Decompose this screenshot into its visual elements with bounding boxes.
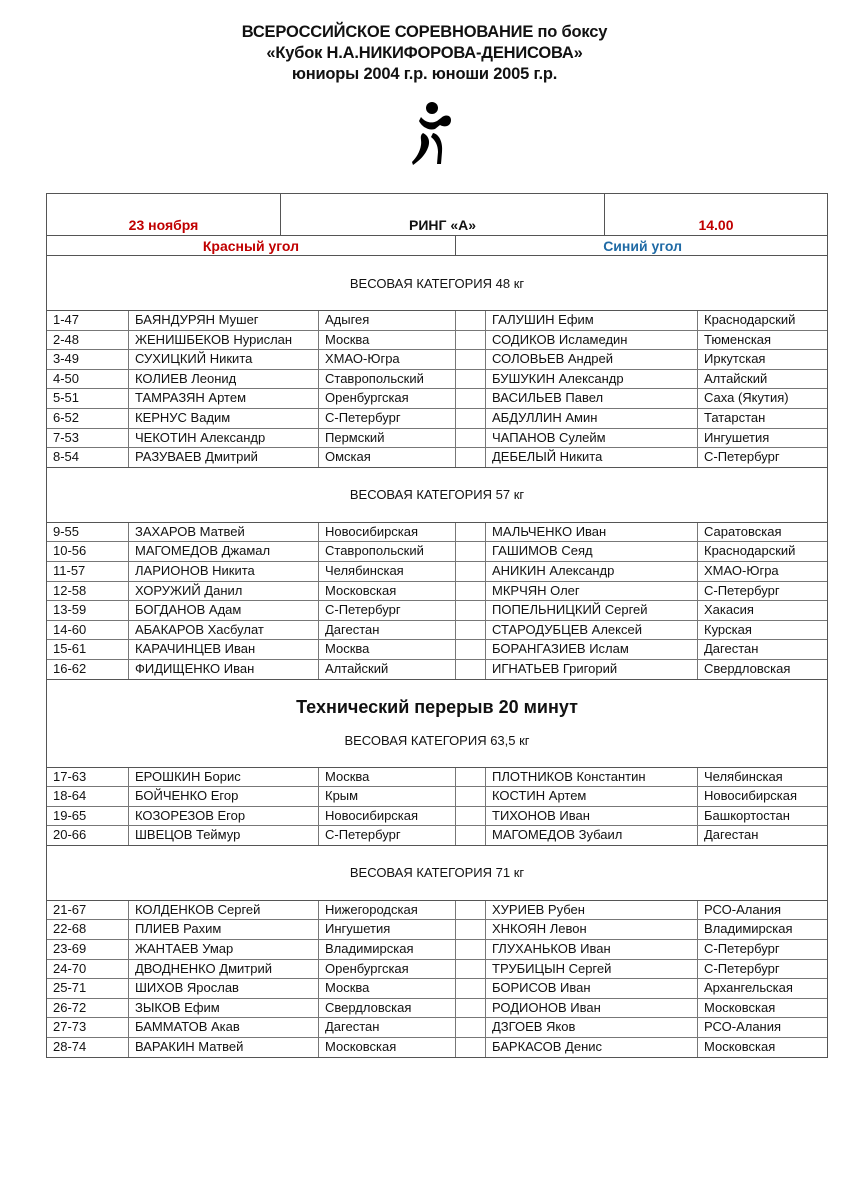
red-boxer-name: АБАКАРОВ Хасбулат xyxy=(129,621,319,640)
bout-result-cell xyxy=(456,960,486,979)
bout-number: 10-56 xyxy=(47,542,129,561)
bout-number: 20-66 xyxy=(47,826,129,845)
blue-boxer-name: ПЛОТНИКОВ Константин xyxy=(486,768,698,787)
bout-number: 9-55 xyxy=(47,523,129,542)
bout-number: 2-48 xyxy=(47,331,129,350)
bout-result-cell xyxy=(456,640,486,659)
bout-group xyxy=(47,901,827,1057)
blue-boxer-region: Челябинская xyxy=(704,768,783,784)
bout-row xyxy=(47,640,827,660)
blue-boxer-name: СОДИКОВ Исламедин xyxy=(486,331,698,350)
red-boxer-name: ВАРАКИН Матвей xyxy=(129,1038,319,1057)
bout-row xyxy=(47,311,827,331)
bout-number: 3-49 xyxy=(47,350,129,369)
bout-row xyxy=(47,389,827,409)
red-boxer-region: С-Петербург xyxy=(319,409,456,428)
red-boxer-name: МАГОМЕДОВ Джамал xyxy=(129,542,319,561)
red-boxer-region: Москва xyxy=(319,640,456,659)
bout-number: 19-65 xyxy=(47,807,129,826)
bout-row xyxy=(47,787,827,807)
red-boxer-name: ЕРОШКИН Борис xyxy=(129,768,319,787)
blue-boxer-name: ГЛУХАНЬКОВ Иван xyxy=(486,940,698,959)
red-boxer-name: БОГДАНОВ Адам xyxy=(129,601,319,620)
red-boxer-name: ТАМРАЗЯН Артем xyxy=(129,389,319,408)
bout-result-cell xyxy=(456,331,486,350)
bout-row xyxy=(47,523,827,543)
bout-row xyxy=(47,1038,827,1057)
blue-boxer-name: БОРИСОВ Иван xyxy=(486,979,698,998)
red-boxer-name: ХОРУЖИЙ Данил xyxy=(129,582,319,601)
red-boxer-name: ШИХОВ Ярослав xyxy=(129,979,319,998)
bout-number: 26-72 xyxy=(47,999,129,1018)
red-boxer-region: Москва xyxy=(319,979,456,998)
red-boxer-region: Дагестан xyxy=(319,621,456,640)
red-boxer-region: Свердловская xyxy=(319,999,456,1018)
blue-boxer-name: БУШУКИН Александр xyxy=(486,370,698,389)
red-boxer-region: Оренбургская xyxy=(319,389,456,408)
bout-row xyxy=(47,960,827,980)
red-boxer-region: Московская xyxy=(319,1038,456,1057)
blue-boxer-region: Иркутская xyxy=(704,351,766,367)
red-boxer-name: ЖАНТАЕВ Умар xyxy=(129,940,319,959)
bout-result-cell xyxy=(456,901,486,920)
bout-result-cell xyxy=(456,1018,486,1037)
bout-row xyxy=(47,542,827,562)
bout-result-cell xyxy=(456,920,486,939)
bout-group xyxy=(47,523,827,680)
red-boxer-name: СУХИЦКИЙ Никита xyxy=(129,350,319,369)
bout-row xyxy=(47,429,827,449)
bout-number: 8-54 xyxy=(47,448,129,467)
bout-row xyxy=(47,826,827,845)
bout-number: 24-70 xyxy=(47,960,129,979)
blue-boxer-name: ИГНАТЬЕВ Григорий xyxy=(486,660,698,679)
blue-boxer-name: КОСТИН Артем xyxy=(486,787,698,806)
blue-boxer-region: Дагестан xyxy=(704,641,759,657)
title-line-cup: «Кубок Н.А.НИКИФОРОВА-ДЕНИСОВА» xyxy=(266,44,583,62)
ring-label: РИНГ «А» xyxy=(281,194,605,235)
red-boxer-region: ХМАО-Югра xyxy=(319,350,456,369)
blue-boxer-region: Московская xyxy=(704,1039,776,1055)
bout-result-cell xyxy=(456,409,486,428)
bout-number: 16-62 xyxy=(47,660,129,679)
bout-result-cell xyxy=(456,979,486,998)
red-boxer-region: Челябинская xyxy=(319,562,456,581)
red-boxer-name: БАЯНДУРЯН Мушег xyxy=(129,311,319,330)
red-boxer-name: ЧЕКОТИН Александр xyxy=(129,429,319,448)
bout-row xyxy=(47,350,827,370)
blue-boxer-region: Алтайский xyxy=(704,370,768,386)
bout-result-cell xyxy=(456,826,486,845)
document-title xyxy=(0,22,849,85)
blue-boxer-region: Краснодарский xyxy=(704,312,796,327)
blue-boxer-region: Башкортостан xyxy=(704,807,790,823)
blue-boxer-name: МКРЧЯН Олег xyxy=(486,582,698,601)
technical-break-title: Технический перерыв 20 минут xyxy=(296,696,578,717)
blue-boxer-region: ХМАО-Югра xyxy=(704,562,779,578)
blue-boxer-name: МАГОМЕДОВ Зубаил xyxy=(486,826,698,845)
bout-result-cell xyxy=(456,562,486,581)
red-boxer-region: Ингушетия xyxy=(319,920,456,939)
red-boxer-region: Дагестан xyxy=(319,1018,456,1037)
bout-result-cell xyxy=(456,621,486,640)
bout-row xyxy=(47,621,827,641)
blue-boxer-region: Тюменская xyxy=(704,331,772,347)
blue-boxer-region: Московская xyxy=(704,999,776,1015)
bout-row xyxy=(47,901,827,921)
bout-number: 15-61 xyxy=(47,640,129,659)
blue-boxer-name: АНИКИН Александр xyxy=(486,562,698,581)
bout-result-cell xyxy=(456,1038,486,1057)
blue-boxer-name: ГАШИМОВ Сеяд xyxy=(486,542,698,561)
weight-category-title: ВЕСОВАЯ КАТЕГОРИЯ 71 кг xyxy=(47,846,827,901)
bout-result-cell xyxy=(456,448,486,467)
blue-boxer-region: Краснодарский xyxy=(704,543,796,559)
red-boxer-region: Владимирская xyxy=(319,940,456,959)
blue-boxer-region: Новосибирская xyxy=(704,788,798,804)
blue-boxer-name: МАЛЬЧЕНКО Иван xyxy=(486,523,698,542)
bout-number: 27-73 xyxy=(47,1018,129,1037)
bout-result-cell xyxy=(456,389,486,408)
red-boxer-name: БОЙЧЕНКО Егор xyxy=(129,787,319,806)
red-boxer-region: Москва xyxy=(319,768,456,787)
bout-row xyxy=(47,448,827,467)
bout-row xyxy=(47,940,827,960)
bout-number: 12-58 xyxy=(47,582,129,601)
title-line-ages: юниоры 2004 г.р. юноши 2005 г.р. xyxy=(291,65,558,83)
bout-group xyxy=(47,768,827,846)
bout-result-cell xyxy=(456,311,486,330)
bout-result-cell xyxy=(456,523,486,542)
red-boxer-region: Пермский xyxy=(319,429,456,448)
blue-boxer-region: Ингушетия xyxy=(704,429,770,445)
red-boxer-name: РАЗУВАЕВ Дмитрий xyxy=(129,448,319,467)
blue-boxer-name: ВАСИЛЬЕВ Павел xyxy=(486,389,698,408)
bout-result-cell xyxy=(456,768,486,787)
red-boxer-region: Ставропольский xyxy=(319,370,456,389)
blue-boxer-name: ЧАПАНОВ Сулейм xyxy=(486,429,698,448)
bout-row xyxy=(47,807,827,827)
red-boxer-name: КОЗОРЕЗОВ Егор xyxy=(129,807,319,826)
blue-boxer-name: СТАРОДУБЦЕВ Алексей xyxy=(486,621,698,640)
red-boxer-region: Омская xyxy=(319,448,456,467)
boxing-pictogram-icon xyxy=(407,100,457,166)
red-boxer-name: ДВОДНЕНКО Дмитрий xyxy=(129,960,319,979)
bout-schedule-table xyxy=(46,193,828,1058)
red-boxer-region: Алтайский xyxy=(319,660,456,679)
red-boxer-name: ЛАРИОНОВ Никита xyxy=(129,562,319,581)
blue-boxer-name: ТИХОНОВ Иван xyxy=(486,807,698,826)
blue-boxer-name: ПОПЕЛЬНИЦКИЙ Сергей xyxy=(486,601,698,620)
blue-boxer-region: Свердловская xyxy=(704,660,791,676)
bout-row xyxy=(47,582,827,602)
bout-row xyxy=(47,409,827,429)
start-time: 14.00 xyxy=(698,217,734,233)
bout-number: 4-50 xyxy=(47,370,129,389)
blue-boxer-name: АБДУЛЛИН Амин xyxy=(486,409,698,428)
bout-number: 23-69 xyxy=(47,940,129,959)
blue-boxer-region: С-Петербург xyxy=(704,941,780,957)
schedule-date: 23 ноября xyxy=(47,194,281,235)
blue-boxer-name: ТРУБИЦЫН Сергей xyxy=(486,960,698,979)
red-boxer-name: КАРАЧИНЦЕВ Иван xyxy=(129,640,319,659)
bout-result-cell xyxy=(456,940,486,959)
red-boxer-region: Ставропольский xyxy=(319,542,456,561)
bout-number: 6-52 xyxy=(47,409,129,428)
red-corner-label: Красный угол xyxy=(47,236,456,255)
blue-boxer-region: С-Петербург xyxy=(704,960,780,976)
red-boxer-name: КОЛИЕВ Леонид xyxy=(129,370,319,389)
blue-boxer-name: ДЕБЕЛЫЙ Никита xyxy=(486,448,698,467)
red-boxer-name: БАММАТОВ Акав xyxy=(129,1018,319,1037)
red-boxer-region: Московская xyxy=(319,582,456,601)
blue-boxer-region: Татарстан xyxy=(704,409,766,425)
bout-result-cell xyxy=(456,542,486,561)
bout-result-cell xyxy=(456,807,486,826)
blue-boxer-name: РОДИОНОВ Иван xyxy=(486,999,698,1018)
bout-number: 7-53 xyxy=(47,429,129,448)
red-boxer-region: Новосибирская xyxy=(319,807,456,826)
blue-boxer-region: РСО-Алания xyxy=(704,1019,782,1035)
blue-boxer-name: СОЛОВЬЕВ Андрей xyxy=(486,350,698,369)
bout-row xyxy=(47,331,827,351)
bout-result-cell xyxy=(456,601,486,620)
red-boxer-region: Нижегородская xyxy=(319,901,456,920)
red-boxer-region: Крым xyxy=(319,787,456,806)
bout-number: 18-64 xyxy=(47,787,129,806)
weight-category-title: ВЕСОВАЯ КАТЕГОРИЯ 48 кг xyxy=(47,256,827,311)
bout-result-cell xyxy=(456,370,486,389)
bout-result-cell xyxy=(456,582,486,601)
bout-row xyxy=(47,768,827,788)
blue-boxer-name: ХНКОЯН Левон xyxy=(486,920,698,939)
red-boxer-name: ФИДИЩЕНКО Иван xyxy=(129,660,319,679)
blue-boxer-region: Владимирская xyxy=(704,921,793,937)
blue-boxer-region: С-Петербург xyxy=(704,582,780,598)
red-boxer-region: С-Петербург xyxy=(319,601,456,620)
title-line-event: ВСЕРОССИЙСКОЕ СОРЕВНОВАНИЕ по боксу xyxy=(241,23,608,41)
red-boxer-name: ПЛИЕВ Рахим xyxy=(129,920,319,939)
bout-result-cell xyxy=(456,350,486,369)
bout-row xyxy=(47,999,827,1019)
schedule-header-row xyxy=(47,194,827,236)
red-boxer-name: ЖЕНИШБЕКОВ Нурислан xyxy=(129,331,319,350)
blue-boxer-region: Хакасия xyxy=(704,602,754,618)
bout-group xyxy=(47,311,827,468)
bout-result-cell xyxy=(456,999,486,1018)
bout-number: 25-71 xyxy=(47,979,129,998)
weight-category-title: ВЕСОВАЯ КАТЕГОРИЯ 63,5 кг xyxy=(344,732,530,748)
blue-corner-label: Синий угол xyxy=(603,237,682,254)
bout-number: 1-47 xyxy=(47,311,129,330)
bout-number: 21-67 xyxy=(47,901,129,920)
blue-boxer-region: Архангельская xyxy=(704,980,793,996)
red-boxer-name: ЗЫКОВ Ефим xyxy=(129,999,319,1018)
blue-boxer-name: БАРКАСОВ Денис xyxy=(486,1038,698,1057)
bout-number: 11-57 xyxy=(47,562,129,581)
blue-boxer-region: РСО-Алания xyxy=(704,901,782,917)
blue-boxer-region: Дагестан xyxy=(704,827,759,843)
bout-number: 17-63 xyxy=(47,768,129,787)
weight-category-title: ВЕСОВАЯ КАТЕГОРИЯ 57 кг xyxy=(47,468,827,523)
red-boxer-region: С-Петербург xyxy=(319,826,456,845)
bout-result-cell xyxy=(456,660,486,679)
bout-number: 22-68 xyxy=(47,920,129,939)
bout-row xyxy=(47,1018,827,1038)
bout-row xyxy=(47,920,827,940)
bout-number: 28-74 xyxy=(47,1038,129,1057)
bout-row xyxy=(47,562,827,582)
blue-boxer-name: ХУРИЕВ Рубен xyxy=(486,901,698,920)
bout-number: 13-59 xyxy=(47,601,129,620)
bout-row xyxy=(47,979,827,999)
bout-result-cell xyxy=(456,787,486,806)
blue-boxer-name: ГАЛУШИН Ефим xyxy=(486,311,698,330)
blue-boxer-region: Курская xyxy=(704,621,752,637)
bout-row xyxy=(47,601,827,621)
bout-number: 14-60 xyxy=(47,621,129,640)
blue-boxer-name: БОРАНГАЗИЕВ Ислам xyxy=(486,640,698,659)
technical-break-section xyxy=(47,680,827,768)
red-boxer-region: Москва xyxy=(319,331,456,350)
blue-boxer-region: Саратовская xyxy=(704,523,782,539)
bout-result-cell xyxy=(456,429,486,448)
red-boxer-name: ШВЕЦОВ Теймур xyxy=(129,826,319,845)
corners-header-row xyxy=(47,236,827,256)
bout-number: 5-51 xyxy=(47,389,129,408)
red-boxer-region: Адыгея xyxy=(319,311,456,330)
bout-row xyxy=(47,660,827,679)
blue-boxer-name: ДЗГОЕВ Яков xyxy=(486,1018,698,1037)
red-boxer-region: Новосибирская xyxy=(319,523,456,542)
red-boxer-name: КЕРНУС Вадим xyxy=(129,409,319,428)
red-boxer-region: Оренбургская xyxy=(319,960,456,979)
red-boxer-name: КОЛДЕНКОВ Сергей xyxy=(129,901,319,920)
bout-row xyxy=(47,370,827,390)
red-boxer-name: ЗАХАРОВ Матвей xyxy=(129,523,319,542)
blue-boxer-region: С-Петербург xyxy=(704,449,780,465)
blue-boxer-region: Саха (Якутия) xyxy=(704,390,789,406)
